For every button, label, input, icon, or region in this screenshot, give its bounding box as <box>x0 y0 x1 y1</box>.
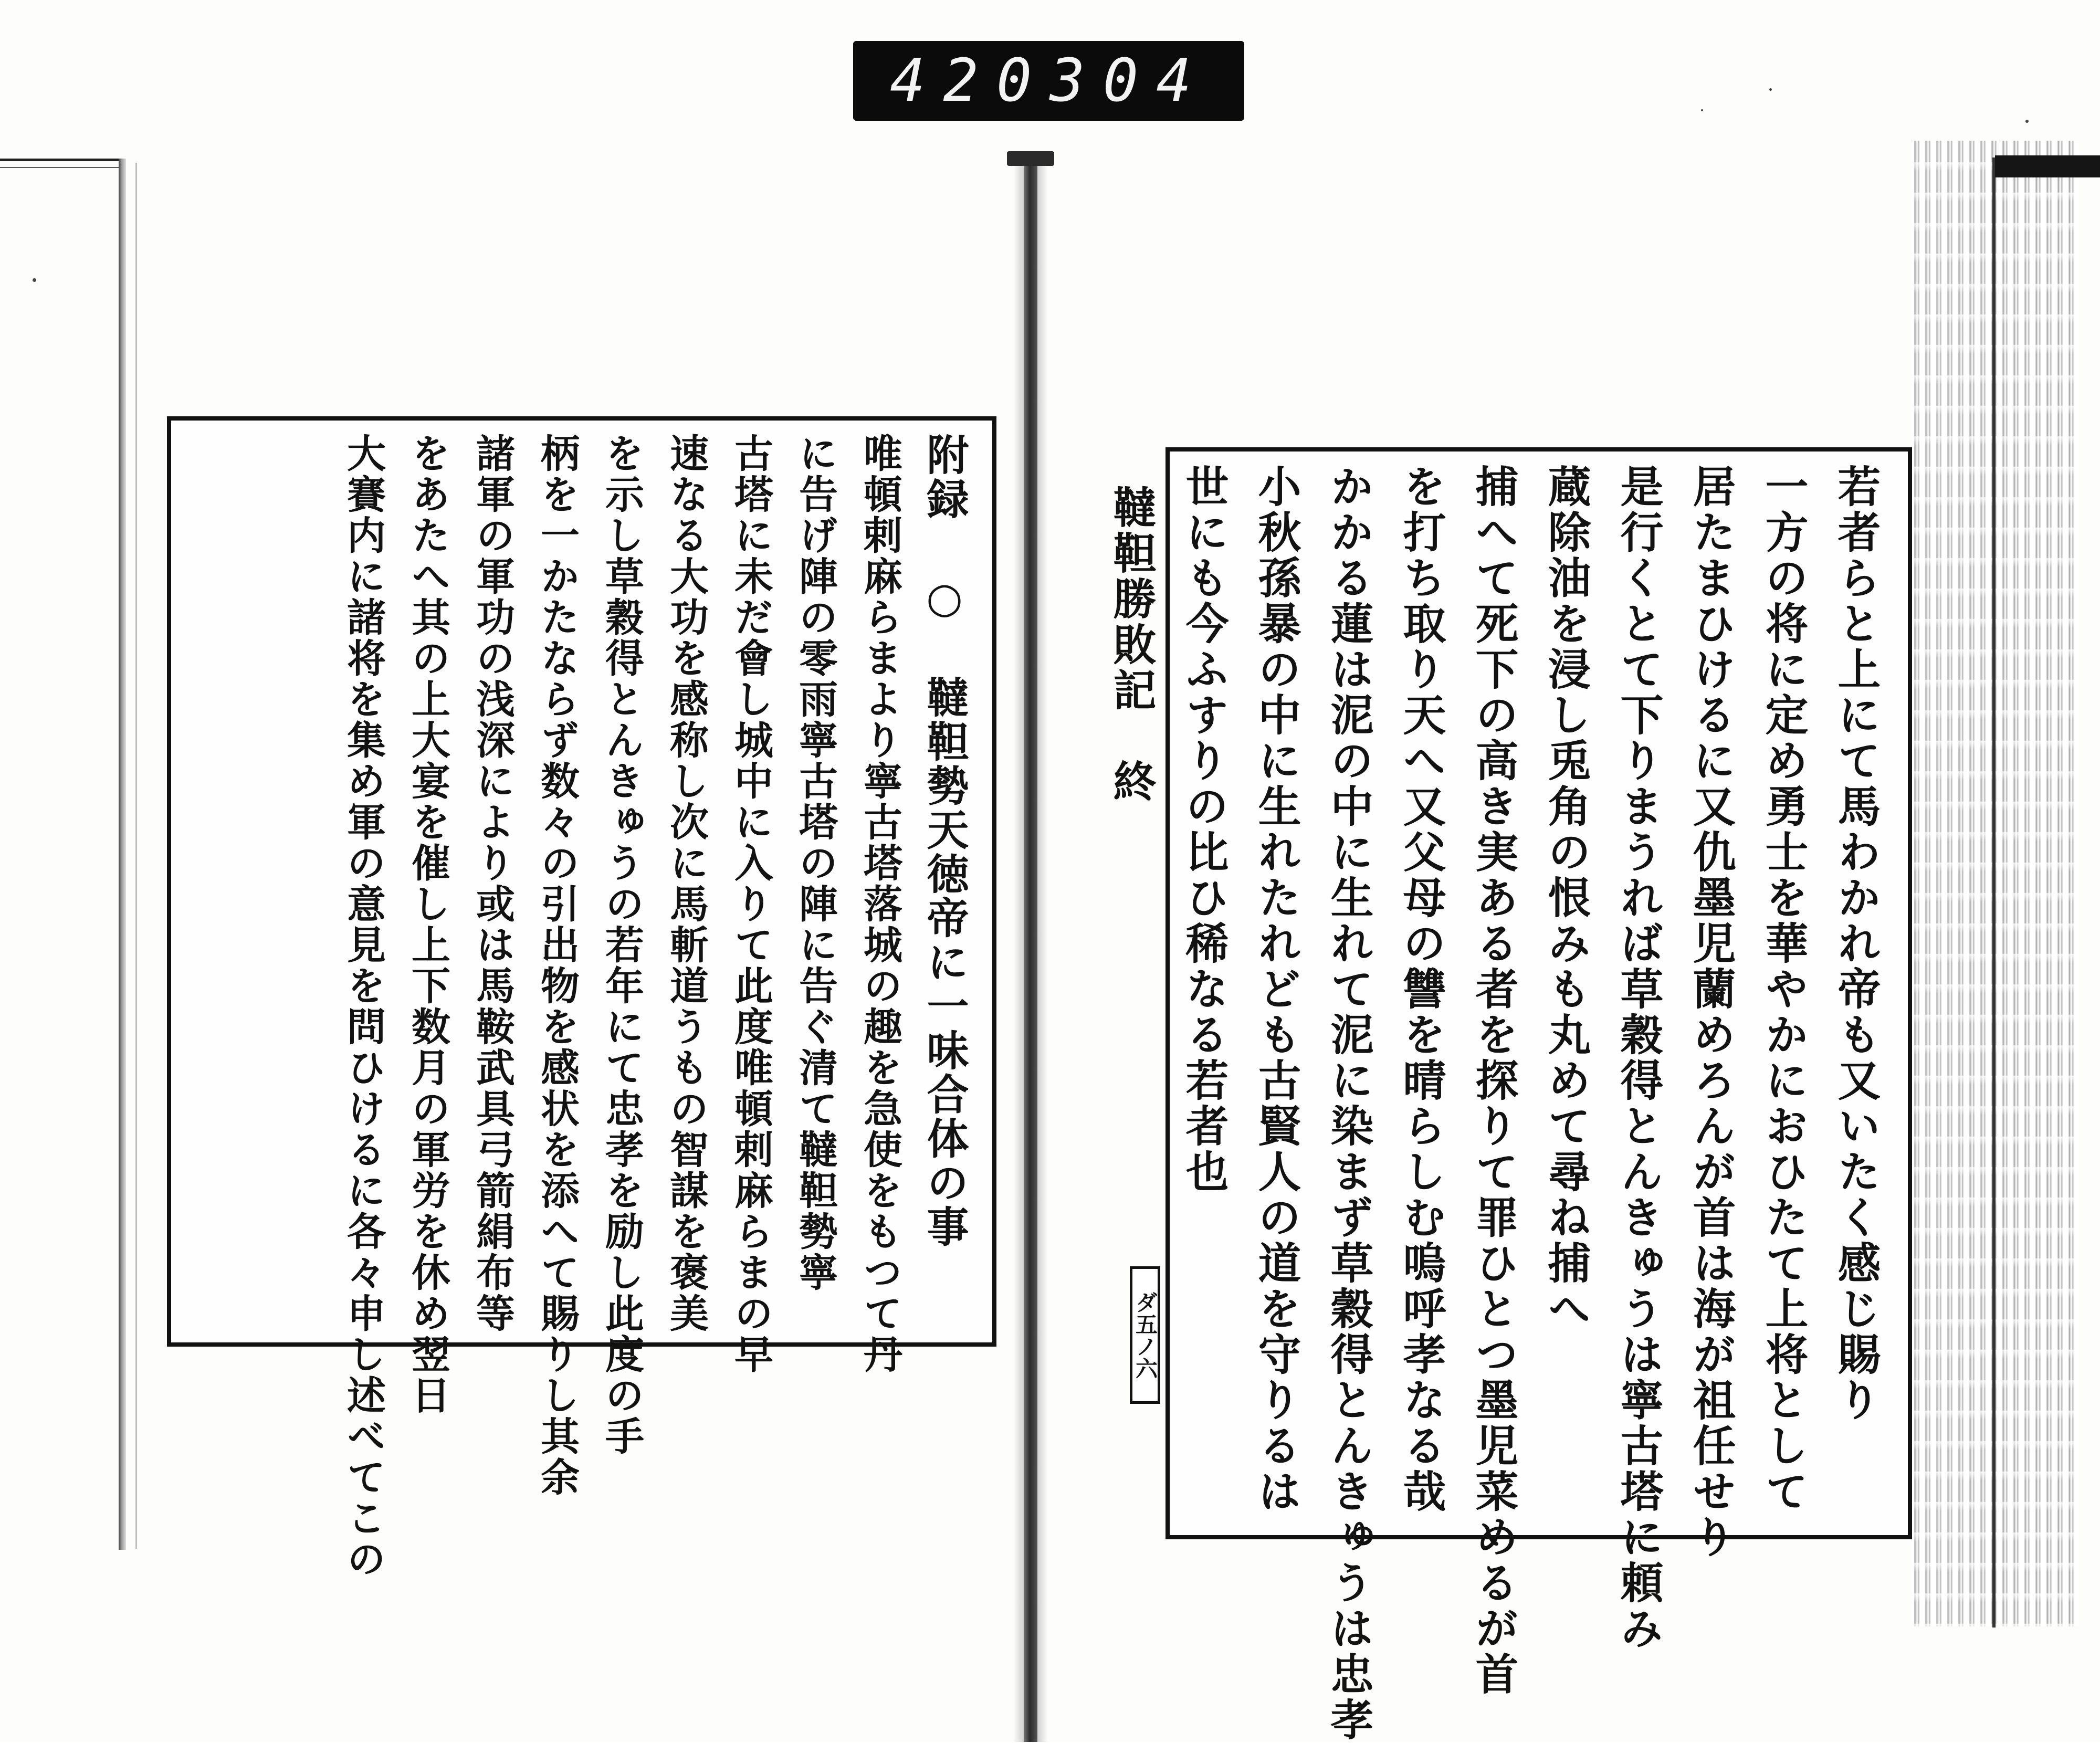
right-text-column: 是行くとて下りまうれば草穀得とんきゅうは寧古塔に頼み <box>1613 464 1664 1652</box>
right-text-column: かかる蓮は泥の中に生れて泥に染まず草穀得とんきゅうは忠孝 <box>1324 464 1374 1743</box>
right-text-column: 蔵除油を浸し兎角の恨みも丸めて尋ね捕へ <box>1541 464 1591 1332</box>
left-text-frame <box>167 416 996 1580</box>
book-gutter <box>1024 153 1037 1742</box>
left-text-column: 柄を一かたならず数々の引出物を感状を添へて賜りし其余 <box>534 433 580 1498</box>
left-edge-rule <box>0 159 121 161</box>
left-text-column: に告げ陣の零雨寧古塔の陣に告ぐ清て韃靼勢寧 <box>793 433 838 1293</box>
left-text-column: 諸軍の軍功の浅深により或は馬鞍武具弓箭絹布等 <box>470 433 515 1334</box>
gutter-shadow-right <box>1037 158 1048 1742</box>
call-number-label <box>853 41 1244 121</box>
left-edge-rule-thin <box>0 167 121 168</box>
gutter-shadow-left <box>1013 158 1024 1742</box>
right-text-column: 一方の将に定め勇士を華やかにおひたて上将として <box>1758 464 1809 1515</box>
left-page-edge-line <box>135 163 137 1549</box>
scan-speck <box>1701 109 1703 111</box>
right-page-edge-line <box>1992 158 1996 1628</box>
right-top-edge-bar <box>1995 155 2100 177</box>
left-text-column: 速なる大功を感称し次に馬斬道うもの智謀を褒美 <box>664 433 709 1334</box>
left-title-column: 附録 ○ 韃靼勢天徳帝に一味合体の事 <box>920 433 969 1249</box>
right-text-column: 若者らと上にて馬わかれ帝も又いたく感じ賜り <box>1831 464 1881 1423</box>
call-number-right: 304 <box>1049 47 1210 115</box>
colophon-end-mark: 終 <box>1106 759 1157 805</box>
folio-stamp: ダ五ノ六 <box>1130 1266 1160 1404</box>
left-text-column: 古塔に未だ會し城中に入りて此度唯頓剌麻らまの早 <box>728 433 773 1375</box>
left-page-edge <box>119 159 126 1550</box>
left-text-column: 大賽内に諸将を集め軍の意見を問ひけるに各々申し述べてこの <box>341 433 386 1580</box>
left-text-column: を示し草穀得とんきゅうの若年にて忠孝を励し此度の手 <box>599 433 644 1457</box>
right-text-column: 居たまひけるに又仇墨児蘭めろんが首は海が祖任せり <box>1686 464 1736 1560</box>
right-text-column: を打ち取り天へ又父母の讐を晴らしむ嗚呼孝なる哉 <box>1396 464 1446 1515</box>
scan-speck <box>2025 120 2029 123</box>
right-text-column: 捕へて死下の高き実ある者を探りて罪ひとつ墨児菜めるが首 <box>1468 464 1519 1697</box>
right-text-column: 世にも今ふすりの比ひ稀なる若者也 <box>1179 464 1229 1195</box>
call-number-left: 420 <box>890 47 1050 115</box>
colophon-title-text: 韃靼勝敗記 <box>1106 485 1157 713</box>
left-page-text <box>187 433 976 1580</box>
right-text-column: 小秋孫暴の中に生れたれども古賢人の道を守りるは <box>1251 464 1301 1515</box>
scan-speck <box>33 278 36 282</box>
scan-speck <box>1769 88 1772 91</box>
left-text-column: をあたへ其の上大宴を催し上下数月の軍労を休め翌日 <box>405 433 450 1416</box>
gutter-top-cap <box>1007 151 1054 166</box>
left-text-column: 唯頓剌麻らまより寧古塔落城の趣を急使をもつて丹 <box>857 433 902 1375</box>
